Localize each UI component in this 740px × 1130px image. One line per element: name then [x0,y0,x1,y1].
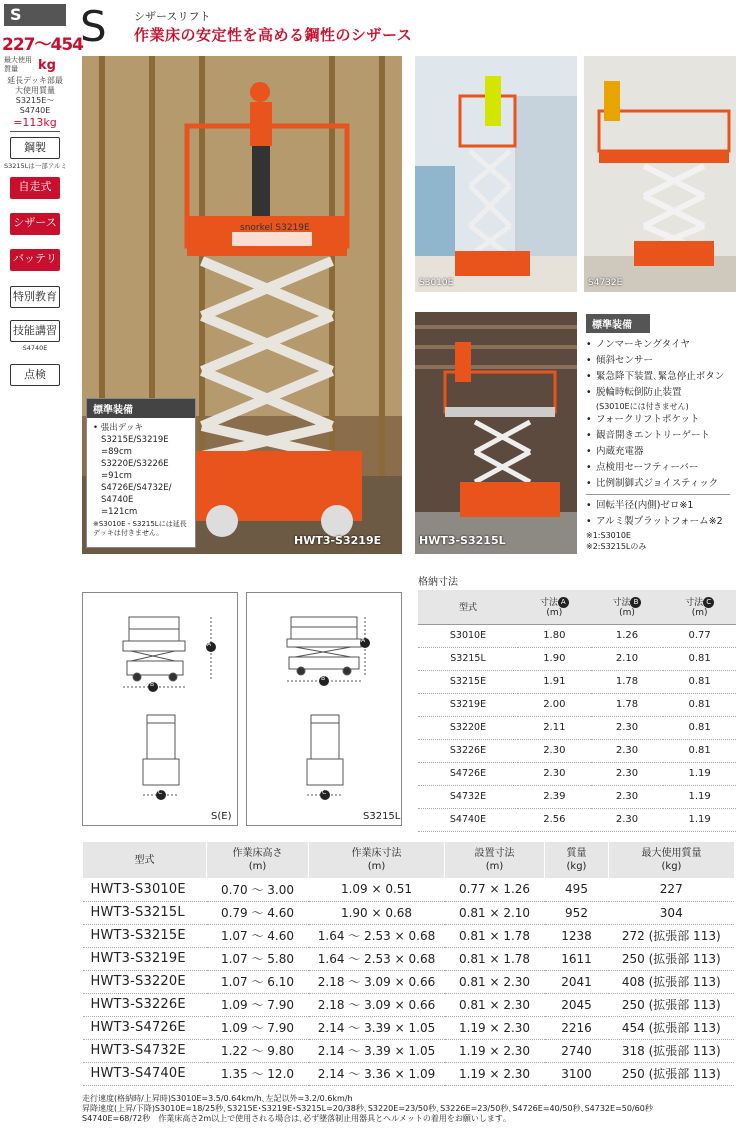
cell-value: 0.81 × 2.30 [445,970,545,993]
table-row [418,716,736,739]
capacity-range: 227～454 [2,35,83,55]
cell-value: 1.78 [591,693,664,716]
table-row [418,693,736,716]
cell-value: 227 [609,878,735,901]
table-row [83,878,735,901]
extension-value: =113kg [13,116,57,129]
tag-battery: バッテリー [10,249,60,271]
capacity-label-row [4,56,70,74]
cell-model: HWT3-S3010E [83,878,207,901]
storage-table [418,590,736,832]
table-row [83,1062,735,1085]
cell-value: 0.79 ～ 4.60 [207,901,309,924]
footnote: ※1:S3010E [586,531,631,540]
cell-value: 2.14 ～ 3.36 × 1.09 [309,1062,445,1085]
tag-inspection: 点検 [10,364,60,386]
standard-equipment-list [586,337,738,492]
cell-model: HWT3-S3215E [83,924,207,947]
tag-special-training: 特別教育 [10,286,60,308]
cell-value: 0.81 [663,716,736,739]
cell-model: HWT3-S4740E [83,1062,207,1085]
cell-value: 1.78 [591,670,664,693]
cell-value: 1.09 ～ 7.90 [207,1016,309,1039]
cell-value: 952 [545,901,609,924]
cell-value: 0.81 [663,693,736,716]
cell-value: 495 [545,878,609,901]
cell-value: 1611 [545,947,609,970]
table-header-row [418,590,736,624]
tag-scissor: シザース式 [10,213,60,235]
list-item-note: (S3010Eには付きません) [596,402,689,411]
list-item: • 点検用セーフティーバー [586,462,699,473]
cell-value: 0.81 × 2.30 [445,993,545,1016]
dim-b-badge: B [630,597,641,608]
divider [586,494,730,495]
tag-skill-course: 技能講習 [10,320,60,342]
cell-value: 454 (拡張部 113) [609,1016,735,1039]
table-row [83,924,735,947]
cell-value: 2.10 [591,647,664,670]
photo-s3010e-caption: S3010E [419,278,454,288]
cell-value: 1.22 ～ 9.80 [207,1039,309,1062]
dim-b-label: B [150,681,155,688]
page-headline: 作業床の安定性を高める鋼性のシザース [134,26,413,44]
cell-value: 0.81 × 1.78 [445,924,545,947]
photo-s3010e [415,56,577,292]
cell-model: S3215L [418,647,518,670]
spec-table [82,842,734,1086]
main-photo-caption: HWT3-S3219E [294,534,382,547]
cell-value: 0.81 × 2.10 [445,901,545,924]
equipment-box-title: 標準装備 [87,399,195,418]
cell-model: S3219E [418,693,518,716]
table-row [83,947,735,970]
cell-value: 2.14 ～ 3.39 × 1.05 [309,1039,445,1062]
cell-value: 2.30 [518,739,591,762]
table-row [418,785,736,808]
diagram-se [82,592,238,826]
cell-value: 2.11 [518,716,591,739]
cell-value: 1.19 [663,808,736,831]
page-subtitle: シザースリフト [134,10,211,23]
cell-model: S3010E [418,624,518,647]
cell-model: S3226E [418,739,518,762]
footnote: 走行速度(格納時/上昇時)S3010E=3.5/0.64km/h､左記以外=3.2/0.6km/h [82,1094,353,1103]
cell-model: S4740E [418,808,518,831]
cell-model: HWT3-S3215L [83,901,207,924]
cell-value: 2.56 [518,808,591,831]
equipment-box-body: • 張出デッキ S3215E/S3219E =89cm S3220E/S3226E =91cm S4726E/S4732E/ S4740E =121cm [93,423,172,517]
diagram-s3215l-label: S3215L [363,811,401,822]
cell-value: 2740 [545,1039,609,1062]
cell-value: 318 (拡張部 113) [609,1039,735,1062]
table-row [83,1039,735,1062]
page-letter: S [80,2,107,51]
cell-value: 2.18 ～ 3.09 × 0.66 [309,993,445,1016]
footnotes [82,1094,734,1124]
list-item: • 観音開きエントリーゲート [586,430,711,441]
list-item: • 回転半径(内側)ゼロ※1 [586,500,694,511]
cell-value: 2.30 [591,785,664,808]
table-row [83,901,735,924]
table-row [418,739,736,762]
cell-value: 2.39 [518,785,591,808]
cell-value: 2216 [545,1016,609,1039]
dim-a-badge: A [558,597,569,608]
cell-value: 1.19 [663,762,736,785]
cell-value: 0.81 [663,647,736,670]
col-model: 型式 [418,590,518,624]
col-footprint: 設置寸法 (m) [445,842,545,878]
cell-value: 1.19 [663,785,736,808]
cell-value: 1238 [545,924,609,947]
photo-s3215l-caption: HWT3-S3215L [419,534,506,547]
sidebar-letter: S [4,4,66,26]
list-item: • アルミ製プラットフォーム※2 [586,516,723,527]
cell-value: 2.30 [591,739,664,762]
standard-equipment-title: 標準装備 [586,314,650,333]
footnote: ※2:S3215Lのみ [586,542,647,551]
equipment-box [86,398,196,548]
cell-value: 2.30 [591,716,664,739]
cell-value: 0.81 [663,739,736,762]
list-item: • 脱輪時転倒防止装置 [586,387,682,398]
cell-model: S4732E [418,785,518,808]
col-model: 型式 [83,842,207,878]
main-photo-brand: snorkel S3219E [240,223,310,233]
table-row [418,670,736,693]
cell-model: S4726E [418,762,518,785]
cell-model: S3215E [418,670,518,693]
cell-value: 250 (拡張部 113) [609,947,735,970]
col-c: 寸法 C (m) [663,590,736,624]
list-item: • フォークリフトポケット [586,414,700,425]
col-a: 寸法 A (m) [518,590,591,624]
list-item: • 比例制御式ジョイスティック [586,478,719,489]
capacity-unit: kg [38,57,56,73]
cell-value: 1.90 [518,647,591,670]
cell-value: 2.14 ～ 3.39 × 1.05 [309,1016,445,1039]
cell-value: 2.00 [518,693,591,716]
cell-value: 1.07 ～ 5.80 [207,947,309,970]
diagram-s3215l [246,592,402,826]
dim-c-badge: C [703,597,714,608]
cell-value: 1.09 × 0.51 [309,878,445,901]
sidebar [0,0,83,1130]
cell-value: 0.70 ～ 3.00 [207,878,309,901]
cell-value: 250 (拡張部 113) [609,993,735,1016]
cell-value: 2.30 [518,762,591,785]
divider [10,131,60,132]
col-b: 寸法 B (m) [591,590,664,624]
cell-value: 1.09 ～ 7.90 [207,993,309,1016]
cell-value: 1.90 × 0.68 [309,901,445,924]
col-platform: 作業床寸法 (m) [309,842,445,878]
cell-value: 0.77 × 1.26 [445,878,545,901]
col-capacity: 最大使用質量 (kg) [609,842,735,878]
cell-value: 408 (拡張部 113) [609,970,735,993]
extension-label: 延長デッキ部最大使用質量 S3215E～S4740E [7,76,63,115]
table-row [83,1016,735,1039]
dim-c-label: C [322,789,327,796]
dim-a-label: A [361,637,366,644]
table-row [83,970,735,993]
table-header-row [83,842,735,878]
storage-title: 格納寸法 [418,577,458,588]
standard-equipment [586,314,738,552]
cell-value: 1.91 [518,670,591,693]
cell-model: HWT3-S3219E [83,947,207,970]
cell-value: 2045 [545,993,609,1016]
table-row [83,993,735,1016]
cell-value: 0.81 × 1.78 [445,947,545,970]
tag-steel: 鋼製 [10,137,60,159]
dim-a-label: A [207,641,212,648]
standard-equipment-list-extra [586,498,738,530]
cell-value: 250 (拡張部 113) [609,1062,735,1085]
cell-model: HWT3-S3226E [83,993,207,1016]
cell-value: 2041 [545,970,609,993]
photo-s4732e-caption: S4732E [588,278,623,288]
list-item: • 内蔵充電器 [586,446,644,457]
cell-value: 1.64 ～ 2.53 × 0.68 [309,947,445,970]
cell-value: 304 [609,901,735,924]
list-item: • ノンマーキングタイヤ [586,339,690,350]
footnote: 昇降速度(上昇/下降)S3010E=18/25秒､S3215E･S3219E･S3215L=20/38秒､S3220E=23/50秒､S3226E=23/50秒､S4726E=40/50秒､S4732E=50/60秒 [82,1104,653,1113]
cell-value: 2.18 ～ 3.09 × 0.66 [309,970,445,993]
equipment-box-note: ※S3010E・S3215Lには延長デッキは付きません。 [93,520,187,537]
cell-model: HWT3-S4732E [83,1039,207,1062]
dim-c-label: C [158,789,163,796]
cell-value: 1.19 × 2.30 [445,1039,545,1062]
cell-value: 1.80 [518,624,591,647]
tag-self-propelled: 自走式 [10,177,60,199]
cell-value: 272 (拡張部 113) [609,924,735,947]
cell-value: 1.26 [591,624,664,647]
table-row [418,762,736,785]
col-weight: 質量 (kg) [545,842,609,878]
tag-steel-note: S3215Lは一部アルミ [4,162,68,170]
cell-value: 1.19 × 2.30 [445,1016,545,1039]
cell-value: 2.30 [591,762,664,785]
list-item: • 緊急降下装置､緊急停止ボタン [586,371,725,382]
cell-value: 1.07 ～ 6.10 [207,970,309,993]
cell-value: 0.77 [663,624,736,647]
table-row [418,624,736,647]
col-height: 作業床高さ (m) [207,842,309,878]
diagram-se-label: S(E) [211,811,232,822]
cell-model: S3220E [418,716,518,739]
photo-s4732e [584,56,736,292]
cell-model: HWT3-S4726E [83,1016,207,1039]
cell-value: 1.07 ～ 4.60 [207,924,309,947]
list-item: • 傾斜センサー [586,355,654,366]
cell-value: 3100 [545,1062,609,1085]
cell-model: HWT3-S3220E [83,970,207,993]
cell-value: 2.30 [591,808,664,831]
table-row [418,647,736,670]
table-row [418,808,736,831]
cell-value: 0.81 [663,670,736,693]
dim-b-label: B [321,675,326,682]
footnote: S4740E=68/72秒 作業床高さ2m以上で使用される場合は､必ず墜落制止用器具とヘルメットの着用をお願いします｡ [82,1114,507,1123]
capacity-label: 最大使用質量 [4,56,32,73]
cell-value: 1.19 × 2.30 [445,1062,545,1085]
tag-skill-note: S4740E [22,344,48,352]
cell-value: 1.64 ～ 2.53 × 0.68 [309,924,445,947]
cell-value: 1.35 ～ 12.0 [207,1062,309,1085]
photo-s3215l [415,312,577,554]
